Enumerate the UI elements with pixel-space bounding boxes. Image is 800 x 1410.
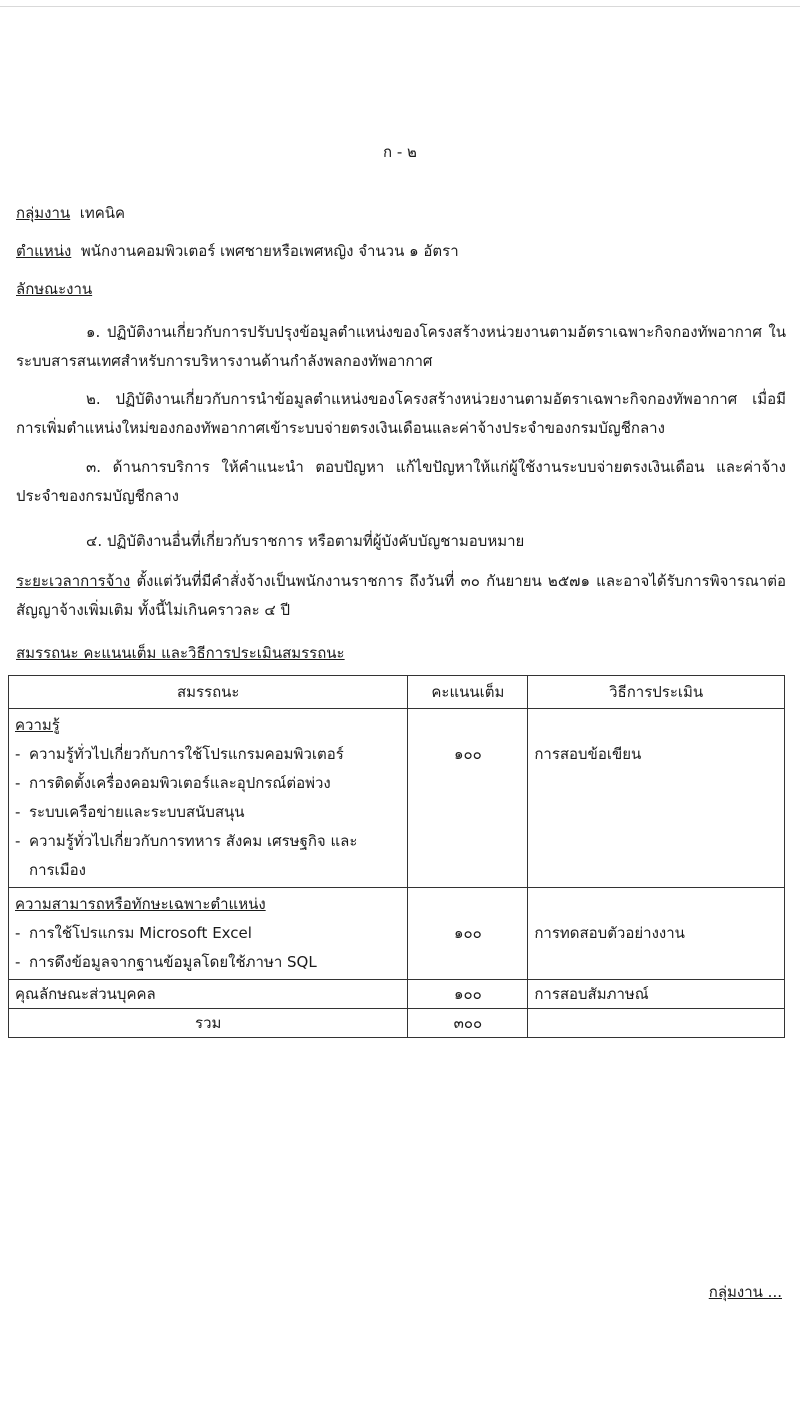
skills-item: - การดึงข้อมูลจากฐานข้อมูลโดยใช้ภาษา SQL bbox=[15, 948, 401, 977]
table-row-skills bbox=[9, 888, 785, 980]
job-description-heading: ลักษณะงาน bbox=[16, 280, 93, 298]
knowledge-cell bbox=[9, 709, 408, 888]
header-score: คะแนนเต็ม bbox=[408, 676, 528, 709]
top-border-line bbox=[0, 6, 800, 7]
header-competency: สมรรถนะ bbox=[9, 676, 408, 709]
competency-table bbox=[8, 675, 785, 1038]
total-label: รวม bbox=[9, 1009, 408, 1038]
skills-score-value: ๑๐๐ bbox=[453, 924, 482, 942]
group-value: เทคนิค bbox=[79, 204, 126, 222]
skills-cell bbox=[9, 888, 408, 980]
page-number: ก - ๒ bbox=[383, 143, 417, 161]
position-label: ตำแหน่ง bbox=[16, 242, 72, 260]
personal-method: การสอบสัมภาษณ์ bbox=[528, 980, 785, 1009]
table-row-personal bbox=[9, 980, 785, 1009]
knowledge-item: - ระบบเครือข่ายและระบบสนับสนุน bbox=[15, 798, 401, 827]
skills-title: ความสามารถหรือทักษะเฉพาะตำแหน่ง bbox=[15, 895, 266, 913]
group-label: กลุ่มงาน bbox=[16, 204, 71, 222]
competency-heading: สมรรถนะ คะแนนเต็ม และวิธีการประเมินสมรรถนะ bbox=[16, 644, 345, 662]
footer-continuation: กลุ่มงาน ... bbox=[708, 1283, 782, 1301]
skills-method bbox=[528, 888, 785, 980]
knowledge-item: - ความรู้ทั่วไปเกี่ยวกับการใช้โปรแกรมคอมพิวเตอร์ bbox=[15, 740, 401, 769]
knowledge-title: ความรู้ bbox=[15, 716, 60, 734]
job-item-3: ๓. ด้านการบริการ ให้คำแนะนำ ตอบปัญหา แก้ไขปัญหาให้แก่ผู้ใช้งานระบบจ่ายตรงเงินเดือน และค่าจ้างประจำของกรมบัญชีกลาง bbox=[16, 458, 786, 505]
job-item-2: ๒. ปฏิบัติงานเกี่ยวกับการนำข้อมูลตำแหน่งของโครงสร้างหน่วยงานตามอัตราเฉพาะกิจกองทัพอากาศ เมื่อมีการเพิ่มตำแหน่งใหม่ของกองทัพอากาศเข้าระบบจ่ายตรงเงินเดือนและค่าจ้างประจำของกรมบัญชีกลาง bbox=[16, 390, 786, 437]
employment-period-label: ระยะเวลาการจ้าง bbox=[16, 572, 131, 590]
skills-method-value: การทดสอบตัวอย่างงาน bbox=[534, 924, 685, 942]
header-method: วิธีการประเมิน bbox=[528, 676, 785, 709]
table-row-knowledge bbox=[9, 709, 785, 888]
job-item-1: ๑. ปฏิบัติงานเกี่ยวกับการปรับปรุงข้อมูลตำแหน่งของโครงสร้างหน่วยงานตามอัตราเฉพาะกิจกองทัพอากาศ ในระบบสารสนเทศสำหรับการบริหารงานด้านกำลังพลกองทัพอากาศ bbox=[16, 323, 786, 370]
knowledge-method bbox=[528, 709, 785, 888]
job-item-4: ๔. ปฏิบัติงานอื่นที่เกี่ยวกับราชการ หรือตามที่ผู้บังคับบัญชามอบหมาย bbox=[86, 532, 525, 550]
position-line bbox=[16, 240, 786, 262]
knowledge-method-value: การสอบข้อเขียน bbox=[534, 745, 642, 763]
table-header-row bbox=[9, 676, 785, 709]
table-row-total bbox=[9, 1009, 785, 1038]
total-score: ๓๐๐ bbox=[408, 1009, 528, 1038]
personal-score: ๑๐๐ bbox=[408, 980, 528, 1009]
position-value: พนักงานคอมพิวเตอร์ เพศชายหรือเพศหญิง จำนวน ๑ อัตรา bbox=[80, 242, 459, 260]
knowledge-score-value: ๑๐๐ bbox=[453, 745, 482, 763]
knowledge-item: - การติดตั้งเครื่องคอมพิวเตอร์และอุปกรณ์ต่อพ่วง bbox=[15, 769, 401, 798]
knowledge-item: - ความรู้ทั่วไปเกี่ยวกับการทหาร สังคม เศรษฐกิจ และการเมือง bbox=[15, 827, 401, 885]
skills-item: - การใช้โปรแกรม Microsoft Excel bbox=[15, 919, 401, 948]
total-method-empty bbox=[528, 1009, 785, 1038]
employment-period-text: ตั้งแต่วันที่มีคำสั่งจ้างเป็นพนักงานราชการ ถึงวันที่ ๓๐ กันยายน ๒๕๗๑ และอาจได้รับการพิจารณาต่อสัญญาจ้างเพิ่มเติม ทั้งนี้ไม่เกินคราวละ ๔ ปี bbox=[16, 572, 786, 619]
group-line bbox=[16, 202, 786, 224]
employment-period bbox=[16, 567, 786, 625]
personal-title: คุณลักษณะส่วนบุคคล bbox=[9, 980, 408, 1009]
knowledge-score bbox=[408, 709, 528, 888]
skills-score bbox=[408, 888, 528, 980]
